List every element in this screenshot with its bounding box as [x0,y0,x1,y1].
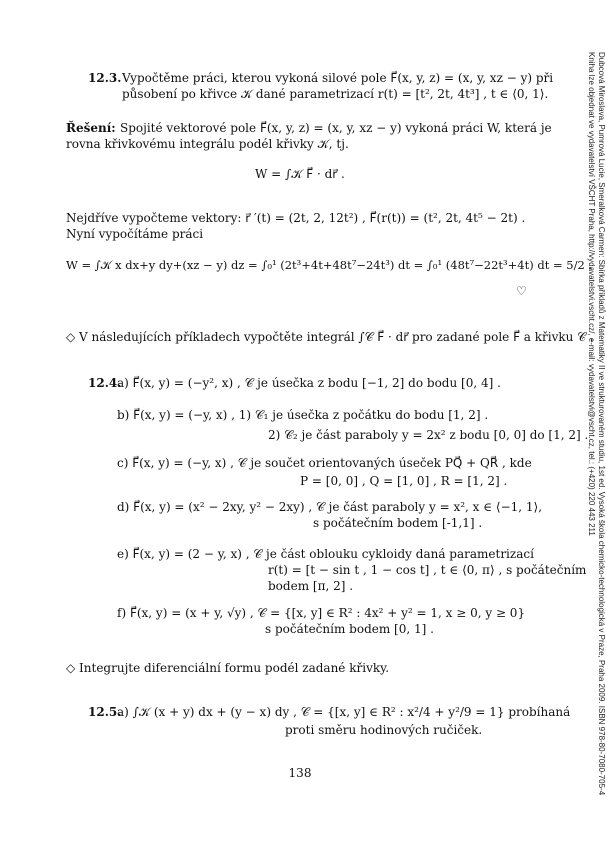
page-number: 138 [288,766,312,780]
problem-12-4-f1: f) F⃗(x, y) = (x + y, √y) , 𝒞 = {[x, y] ∈ R² : 4x² + y² = 1, x ≥ 0, y ≥ 0} [117,606,526,620]
problem-12-5-a1: a) ∫𝒦 (x + y) dx + (y − x) dy , 𝒞 = {[x, y] ∈ R² : x²/4 + y²/9 = 1} probíhaná [117,705,571,719]
solution-line4: Nyní vypočítáme práci [66,227,204,241]
problem-number-12-5: 12.5. [88,705,122,719]
problem-12-4-d1: d) F⃗(x, y) = (x² − 2xy, y² − 2xy) , 𝒞 je část paraboly y = x², x ∈ ⟨−1, 1⟩, [117,500,543,514]
problem-12-4-e3: bodem [π, 2] . [268,579,354,593]
problem-12-3-line2: působení po křivce 𝒦 dané parametrizací r(t) = [t², 2t, 4t³] , t ∈ ⟨0, 1⟩. [122,87,549,101]
work-equation: W = ∫𝒦 F⃗ · dr⃗ . [255,167,345,181]
problem-12-5-a2: proti směru hodinových ručiček. [285,723,483,737]
exercise-intro-2: ◇ Integrujte diferenciální formu podél zadané křivky. [66,661,390,675]
problem-12-4-c1: c) F⃗(x, y) = (−y, x) , 𝒞 je součet orientovaných úseček PQ⃗ + QR⃗ , kde [117,456,532,470]
side-citation-line1: Dubcová Miroslava, Pumrová Lucie, Smeralková Carmen: Sbírka příkladů z Matematiky II ve strukturovaném studiu, 1st ed. Vysoká škola chemicko-technologická v Praze, Praha 2009. ISBN 978-80-7080-705-4 [597,52,606,796]
problem-12-4-d2: s počátečním bodem [-1,1] . [313,516,483,530]
exercise-intro-1: ◇ V následujících příkladech vypočtěte integrál ∫𝒞 F⃗ · dr⃗ pro zadané pole F⃗ a křivku 𝒞 . [66,330,594,344]
problem-12-4-e2: r(t) = [t − sin t , 1 − cos t] , t ∈ ⟨0, π⟩ , s počátečním [268,563,587,577]
problem-12-4-c2: P = [0, 0] , Q = [1, 0] , R = [1, 2] . [300,474,508,488]
problem-12-3-line1: Vypočtěme práci, kterou vykoná silové pole F⃗(x, y, z) = (x, y, xz − y) při [122,71,554,85]
problem-12-4-e1: e) F⃗(x, y) = (2 − y, x) , 𝒞 je část oblouku cykloidy daná parametrizací [117,547,534,561]
side-citation [586,52,606,795]
work-computation: W = ∫𝒦 x dx+y dy+(xz − y) dz = ∫₀¹ (2t³+4t+48t⁷−24t³) dt = ∫₀¹ (48t⁷−22t³+4t) dt = 5/2 . [66,258,593,272]
problem-12-4-b2: 2) 𝒞₂ je část paraboly y = 2x² z bodu [0, 0] do [1, 2] . [268,428,589,442]
problem-12-4-a: a) F⃗(x, y) = (−y², x) , 𝒞 je úsečka z bodu [−1, 2] do bodu [0, 4] . [117,376,501,390]
solution-line1: Spojité vektorové pole F⃗(x, y, z) = (x, y, xz − y) vykoná práci W, která je [120,121,552,135]
problem-12-4-b1: b) F⃗(x, y) = (−y, x) , 1) 𝒞₁ je úsečka z počátku do bodu [1, 2] . [117,408,489,422]
problem-number-12-3: 12.3. [88,71,122,85]
problem-number-12-4: 12.4. [88,376,122,390]
end-of-solution-mark: ♡ [516,284,527,298]
solution-label: Řešení: [66,121,116,135]
side-citation-line2: Kniha lze objednat ve vydavatelství VŠCHT Praha, http://vydavatelstvi.vscht.cz/, e-mail: vydavatelstvi@vscht.cz, tel.: (+420) 220 443 211 [587,52,596,536]
solution-line2: rovna křivkovému integrálu podél křivky 𝒦, tj. [66,137,349,151]
solution-line3: Nejdříve vypočteme vektory: r⃗ ′(t) = (2t, 2, 12t²) , F⃗(r(t)) = (t², 2t, 4t⁵ − 2t) . [66,211,526,225]
problem-12-4-f2: s počátečním bodem [0, 1] . [265,622,434,636]
